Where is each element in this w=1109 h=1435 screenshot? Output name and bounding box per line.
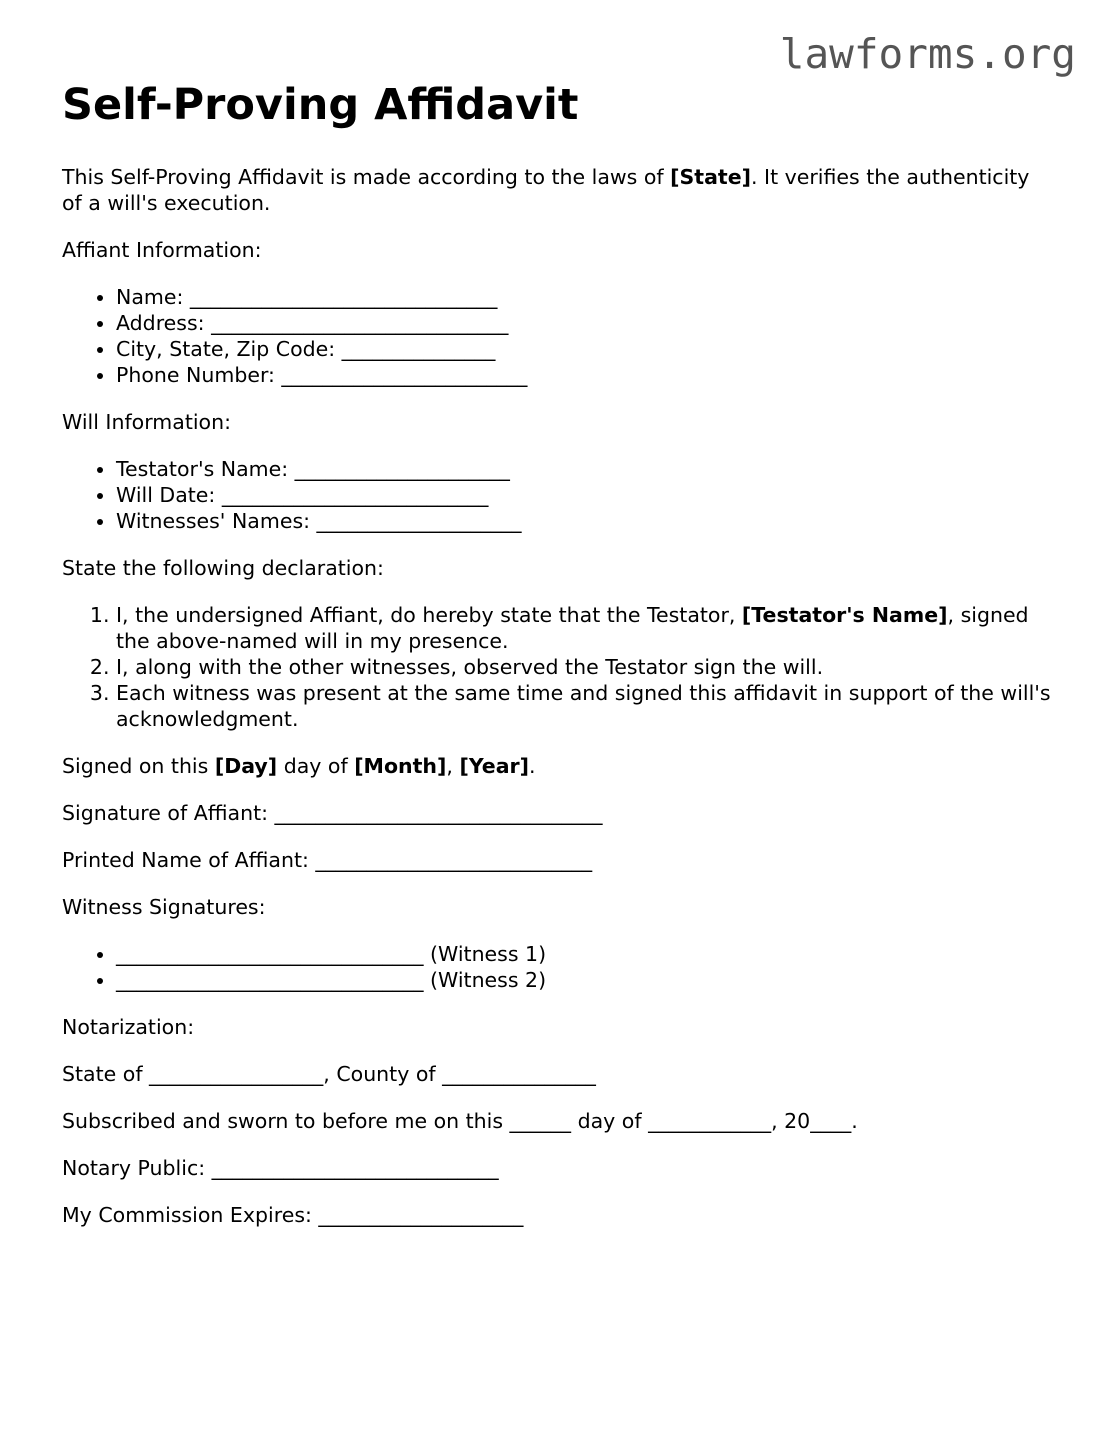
declaration-1-text-b: , signed the above-named will in my presence. <box>116 603 1029 653</box>
declaration-item: 2. I, along with the other witnesses, observed the Testator sign the will. <box>116 654 1052 680</box>
signed-on-line <box>62 753 1052 779</box>
affiant-printed-name-line: Printed Name of Affiant: ___________________________ <box>62 848 593 872</box>
declaration-heading: State the following declaration: <box>62 556 384 580</box>
notary-public-line: Notary Public: ____________________________ <box>62 1156 499 1180</box>
will-info-list <box>62 456 1052 534</box>
affidavit-document <box>62 80 1052 1249</box>
affiant-city-state-zip-field: • City, State, Zip Code: _______________ <box>116 336 1052 362</box>
intro-paragraph <box>62 164 1052 216</box>
intro-text-2: . It verifies the authenticity of a will's execution. <box>62 165 1030 215</box>
will-date-field: • Will Date: __________________________ <box>116 482 1052 508</box>
affiant-info-heading: Affiant Information: <box>62 238 262 262</box>
affiant-signature-line: Signature of Affiant: ________________________________ <box>62 801 603 825</box>
notarization-heading: Notarization: <box>62 1015 195 1039</box>
state-placeholder: [State] <box>670 165 751 189</box>
declaration-item: 3. Each witness was present at the same time and signed this affidavit in support of the will's acknowledgment. <box>116 680 1052 732</box>
state-county-line: State of _________________, County of _______________ <box>62 1062 596 1086</box>
intro-text-1: This Self-Proving Affidavit is made according to the laws of <box>62 165 671 189</box>
testator-name-placeholder: [Testator's Name] <box>741 603 948 627</box>
witness-1-signature: • ______________________________ (Witness 1) <box>116 941 1052 967</box>
declaration-item <box>116 602 1052 654</box>
signed-on-mid: day of <box>277 754 355 778</box>
document-title: Self-Proving Affidavit <box>62 80 579 130</box>
declaration-1-text-a: I, the undersigned Affiant, do hereby state that the Testator, <box>116 603 742 627</box>
witnesses-names-field: • Witnesses' Names: ____________________ <box>116 508 1052 534</box>
testator-name-field: • Testator's Name: _____________________ <box>116 456 1052 482</box>
signed-on-prefix: Signed on this <box>62 754 215 778</box>
year-placeholder: [Year] <box>459 754 530 778</box>
commission-expires-line: My Commission Expires: ____________________ <box>62 1203 524 1227</box>
month-placeholder: [Month] <box>354 754 447 778</box>
day-placeholder: [Day] <box>214 754 278 778</box>
signed-on-comma: , <box>446 754 460 778</box>
subscribed-sworn-line: Subscribed and sworn to before me on this ______ day of ____________, 20____. <box>62 1109 858 1133</box>
affiant-address-field: • Address: _____________________________ <box>116 310 1052 336</box>
affiant-phone-field: • Phone Number: ________________________ <box>116 362 1052 388</box>
affiant-name-field: • Name: ______________________________ <box>116 284 1052 310</box>
signed-on-suffix: . <box>529 754 536 778</box>
declaration-list <box>62 602 1052 732</box>
witness-signatures-heading: Witness Signatures: <box>62 895 266 919</box>
affiant-info-list <box>62 284 1052 388</box>
witness-2-signature: • ______________________________ (Witness 2) <box>116 967 1052 993</box>
lawforms-watermark: lawforms.org <box>779 30 1076 78</box>
will-info-heading: Will Information: <box>62 410 231 434</box>
witness-signatures-list <box>62 941 1052 993</box>
